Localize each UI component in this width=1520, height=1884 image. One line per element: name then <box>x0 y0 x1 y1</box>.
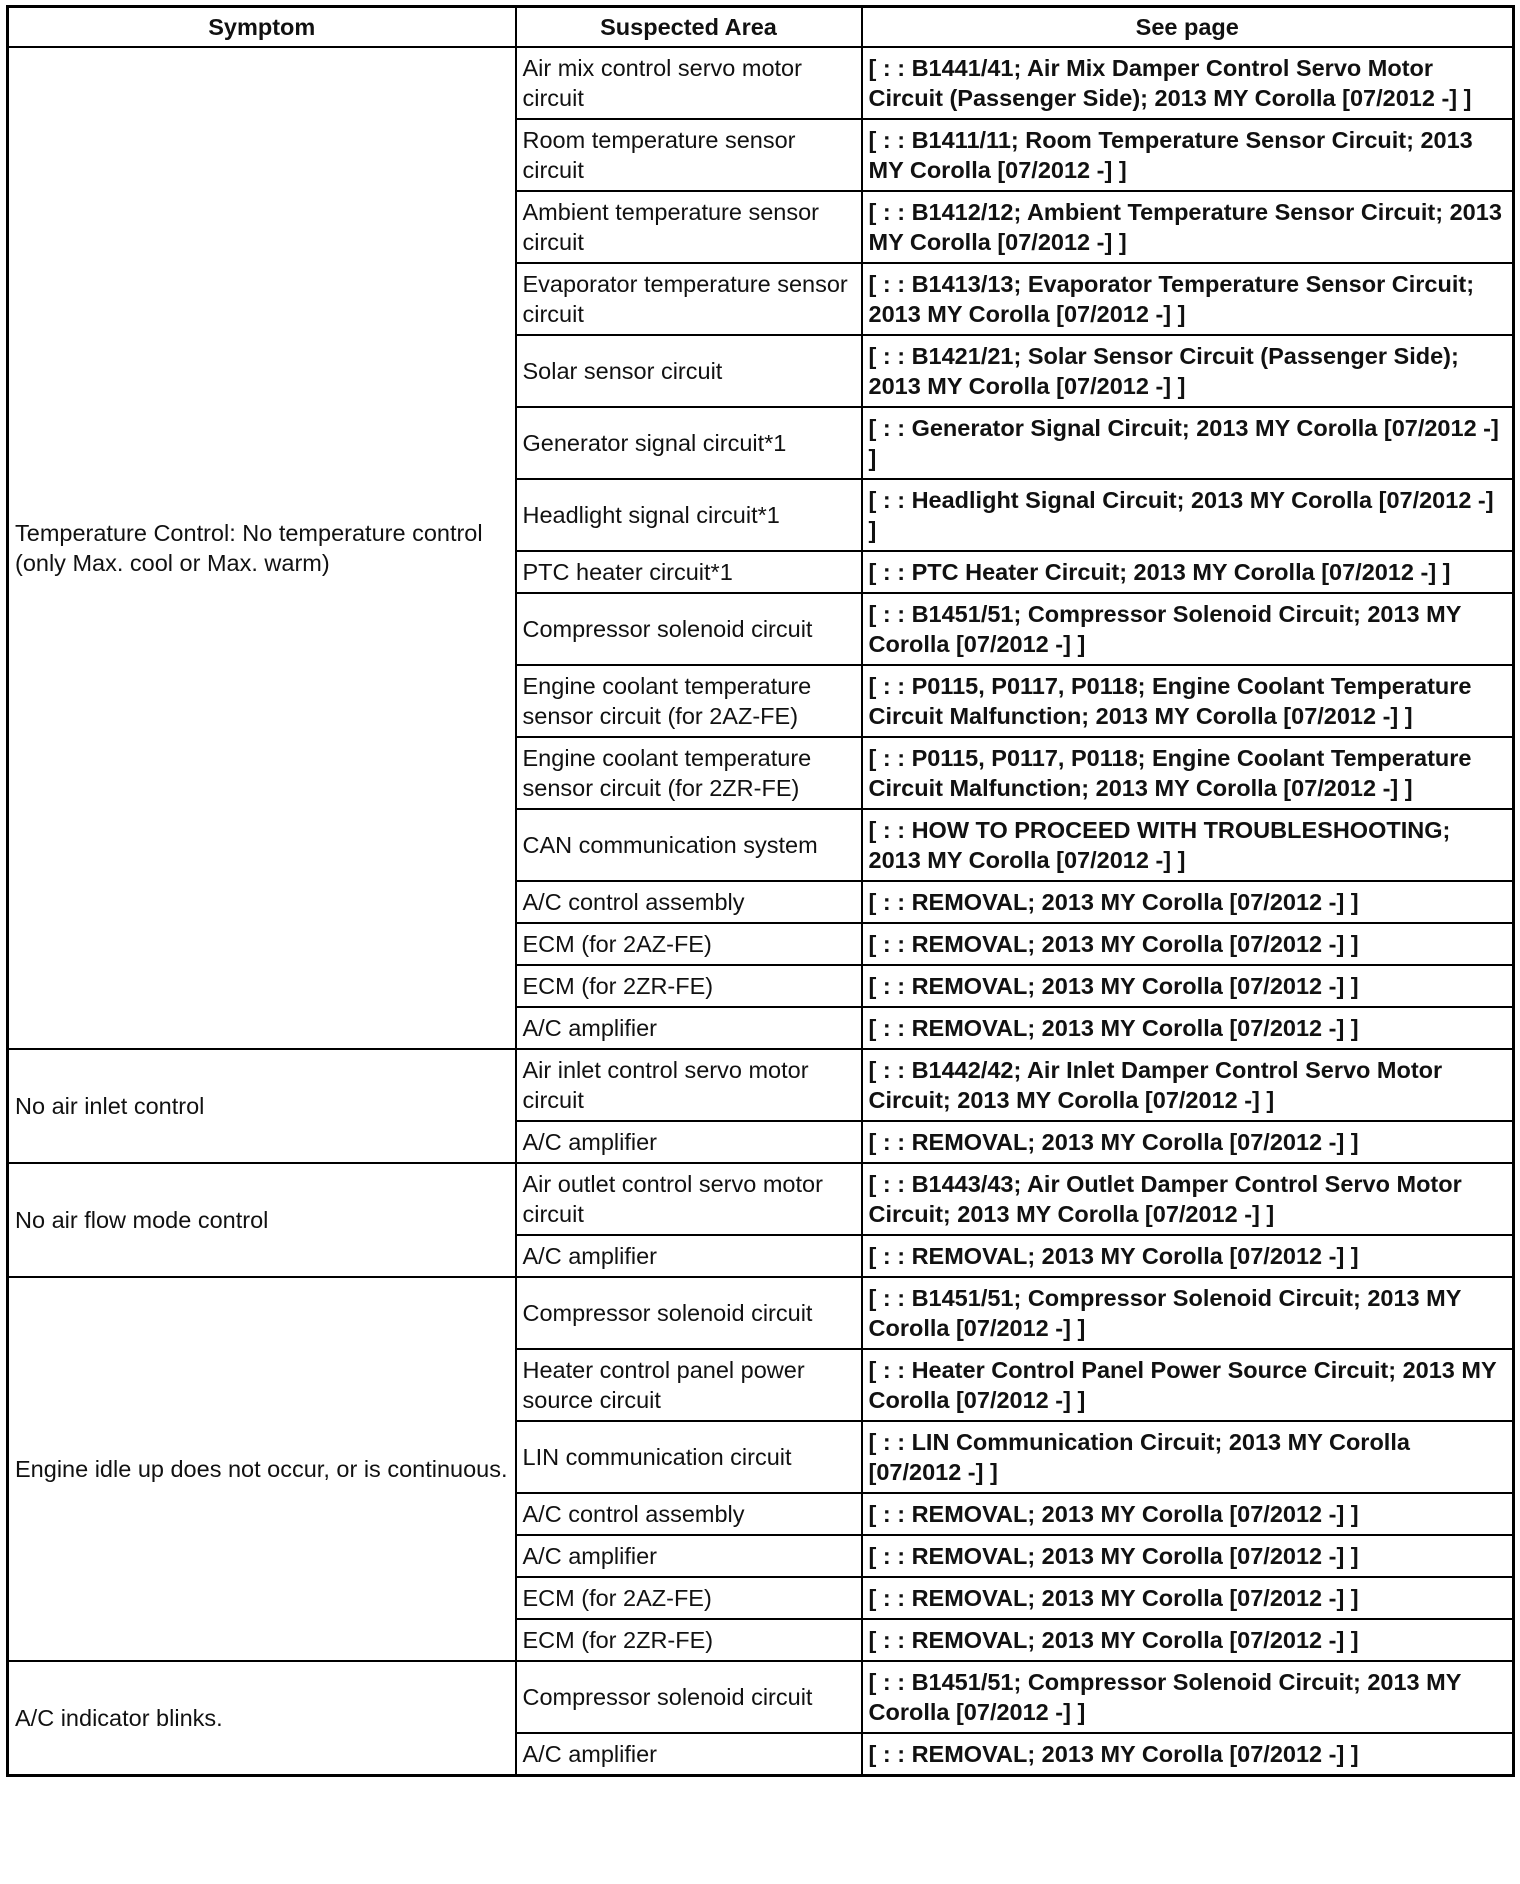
suspected-area-cell: ECM (for 2ZR-FE) <box>516 1619 862 1661</box>
see-page-link[interactable]: [ : : B1412/12; Ambient Temperature Sensor Circuit; 2013 MY Corolla [07/2012 -] ] <box>862 191 1514 263</box>
suspected-area-cell: Air inlet control servo motor circuit <box>516 1049 862 1121</box>
symptom-cell: Temperature Control: No temperature control (only Max. cool or Max. warm) <box>8 47 516 1049</box>
see-page-link[interactable]: [ : : B1451/51; Compressor Solenoid Circuit; 2013 MY Corolla [07/2012 -] ] <box>862 593 1514 665</box>
see-page-link[interactable]: [ : : Headlight Signal Circuit; 2013 MY Corolla [07/2012 -] ] <box>862 479 1514 551</box>
see-page-link[interactable]: [ : : LIN Communication Circuit; 2013 MY Corolla [07/2012 -] ] <box>862 1421 1514 1493</box>
see-page-link[interactable]: [ : : REMOVAL; 2013 MY Corolla [07/2012 -] ] <box>862 1733 1514 1776</box>
see-page-link[interactable]: [ : : REMOVAL; 2013 MY Corolla [07/2012 -] ] <box>862 1007 1514 1049</box>
suspected-area-cell: PTC heater circuit*1 <box>516 551 862 593</box>
suspected-area-cell: Room temperature sensor circuit <box>516 119 862 191</box>
see-page-link[interactable]: [ : : B1442/42; Air Inlet Damper Control Servo Motor Circuit; 2013 MY Corolla [07/2012 -] ] <box>862 1049 1514 1121</box>
see-page-link[interactable]: [ : : B1441/41; Air Mix Damper Control Servo Motor Circuit (Passenger Side); 2013 MY Corolla [07/2012 -] ] <box>862 47 1514 119</box>
suspected-area-cell: Compressor solenoid circuit <box>516 1661 862 1733</box>
suspected-area-cell: A/C control assembly <box>516 881 862 923</box>
see-page-link[interactable]: [ : : REMOVAL; 2013 MY Corolla [07/2012 -] ] <box>862 881 1514 923</box>
see-page-link[interactable]: [ : : REMOVAL; 2013 MY Corolla [07/2012 -] ] <box>862 923 1514 965</box>
see-page-link[interactable]: [ : : REMOVAL; 2013 MY Corolla [07/2012 -] ] <box>862 1235 1514 1277</box>
problem-symptoms-table <box>6 5 1515 1777</box>
suspected-area-cell: Heater control panel power source circuit <box>516 1349 862 1421</box>
suspected-area-cell: Air mix control servo motor circuit <box>516 47 862 119</box>
see-page-link[interactable]: [ : : REMOVAL; 2013 MY Corolla [07/2012 -] ] <box>862 1577 1514 1619</box>
see-page-link[interactable]: [ : : B1411/11; Room Temperature Sensor Circuit; 2013 MY Corolla [07/2012 -] ] <box>862 119 1514 191</box>
header-suspected-area: Suspected Area <box>516 7 862 48</box>
suspected-area-cell: ECM (for 2AZ-FE) <box>516 923 862 965</box>
suspected-area-cell: Solar sensor circuit <box>516 335 862 407</box>
see-page-link[interactable]: [ : : REMOVAL; 2013 MY Corolla [07/2012 -] ] <box>862 1619 1514 1661</box>
see-page-link[interactable]: [ : : B1451/51; Compressor Solenoid Circuit; 2013 MY Corolla [07/2012 -] ] <box>862 1277 1514 1349</box>
header-symptom: Symptom <box>8 7 516 48</box>
suspected-area-cell: LIN communication circuit <box>516 1421 862 1493</box>
see-page-link[interactable]: [ : : P0115, P0117, P0118; Engine Coolant Temperature Circuit Malfunction; 2013 MY Corolla [07/2012 -] ] <box>862 665 1514 737</box>
table-row <box>8 1661 1514 1733</box>
see-page-link[interactable]: [ : : B1451/51; Compressor Solenoid Circuit; 2013 MY Corolla [07/2012 -] ] <box>862 1661 1514 1733</box>
suspected-area-cell: CAN communication system <box>516 809 862 881</box>
table-row <box>8 47 1514 119</box>
suspected-area-cell: Compressor solenoid circuit <box>516 593 862 665</box>
suspected-area-cell: ECM (for 2ZR-FE) <box>516 965 862 1007</box>
see-page-link[interactable]: [ : : Generator Signal Circuit; 2013 MY Corolla [07/2012 -] ] <box>862 407 1514 479</box>
see-page-link[interactable]: [ : : P0115, P0117, P0118; Engine Coolant Temperature Circuit Malfunction; 2013 MY Corolla [07/2012 -] ] <box>862 737 1514 809</box>
symptom-cell: No air flow mode control <box>8 1163 516 1277</box>
suspected-area-cell: Air outlet control servo motor circuit <box>516 1163 862 1235</box>
header-see-page: See page <box>862 7 1514 48</box>
symptom-cell: Engine idle up does not occur, or is continuous. <box>8 1277 516 1661</box>
suspected-area-cell: A/C control assembly <box>516 1493 862 1535</box>
symptom-cell: No air inlet control <box>8 1049 516 1163</box>
suspected-area-cell: A/C amplifier <box>516 1121 862 1163</box>
see-page-link[interactable]: [ : : REMOVAL; 2013 MY Corolla [07/2012 -] ] <box>862 965 1514 1007</box>
see-page-link[interactable]: [ : : Heater Control Panel Power Source Circuit; 2013 MY Corolla [07/2012 -] ] <box>862 1349 1514 1421</box>
see-page-link[interactable]: [ : : B1421/21; Solar Sensor Circuit (Passenger Side); 2013 MY Corolla [07/2012 -] ] <box>862 335 1514 407</box>
table-row <box>8 1163 1514 1235</box>
suspected-area-cell: ECM (for 2AZ-FE) <box>516 1577 862 1619</box>
suspected-area-cell: A/C amplifier <box>516 1007 862 1049</box>
suspected-area-cell: Generator signal circuit*1 <box>516 407 862 479</box>
see-page-link[interactable]: [ : : REMOVAL; 2013 MY Corolla [07/2012 -] ] <box>862 1535 1514 1577</box>
table-row <box>8 1049 1514 1121</box>
suspected-area-cell: Engine coolant temperature sensor circuit (for 2ZR-FE) <box>516 737 862 809</box>
suspected-area-cell: A/C amplifier <box>516 1733 862 1776</box>
suspected-area-cell: Ambient temperature sensor circuit <box>516 191 862 263</box>
see-page-link[interactable]: [ : : REMOVAL; 2013 MY Corolla [07/2012 -] ] <box>862 1121 1514 1163</box>
suspected-area-cell: A/C amplifier <box>516 1535 862 1577</box>
table-row <box>8 1277 1514 1349</box>
suspected-area-cell: Headlight signal circuit*1 <box>516 479 862 551</box>
suspected-area-cell: A/C amplifier <box>516 1235 862 1277</box>
see-page-link[interactable]: [ : : B1443/43; Air Outlet Damper Control Servo Motor Circuit; 2013 MY Corolla [07/2012 -] ] <box>862 1163 1514 1235</box>
suspected-area-cell: Compressor solenoid circuit <box>516 1277 862 1349</box>
suspected-area-cell: Engine coolant temperature sensor circuit (for 2AZ-FE) <box>516 665 862 737</box>
suspected-area-cell: Evaporator temperature sensor circuit <box>516 263 862 335</box>
see-page-link[interactable]: [ : : PTC Heater Circuit; 2013 MY Corolla [07/2012 -] ] <box>862 551 1514 593</box>
see-page-link[interactable]: [ : : HOW TO PROCEED WITH TROUBLESHOOTING; 2013 MY Corolla [07/2012 -] ] <box>862 809 1514 881</box>
table-header-row <box>8 7 1514 48</box>
table-body <box>8 47 1514 1776</box>
symptom-cell: A/C indicator blinks. <box>8 1661 516 1776</box>
see-page-link[interactable]: [ : : B1413/13; Evaporator Temperature Sensor Circuit; 2013 MY Corolla [07/2012 -] ] <box>862 263 1514 335</box>
see-page-link[interactable]: [ : : REMOVAL; 2013 MY Corolla [07/2012 -] ] <box>862 1493 1514 1535</box>
